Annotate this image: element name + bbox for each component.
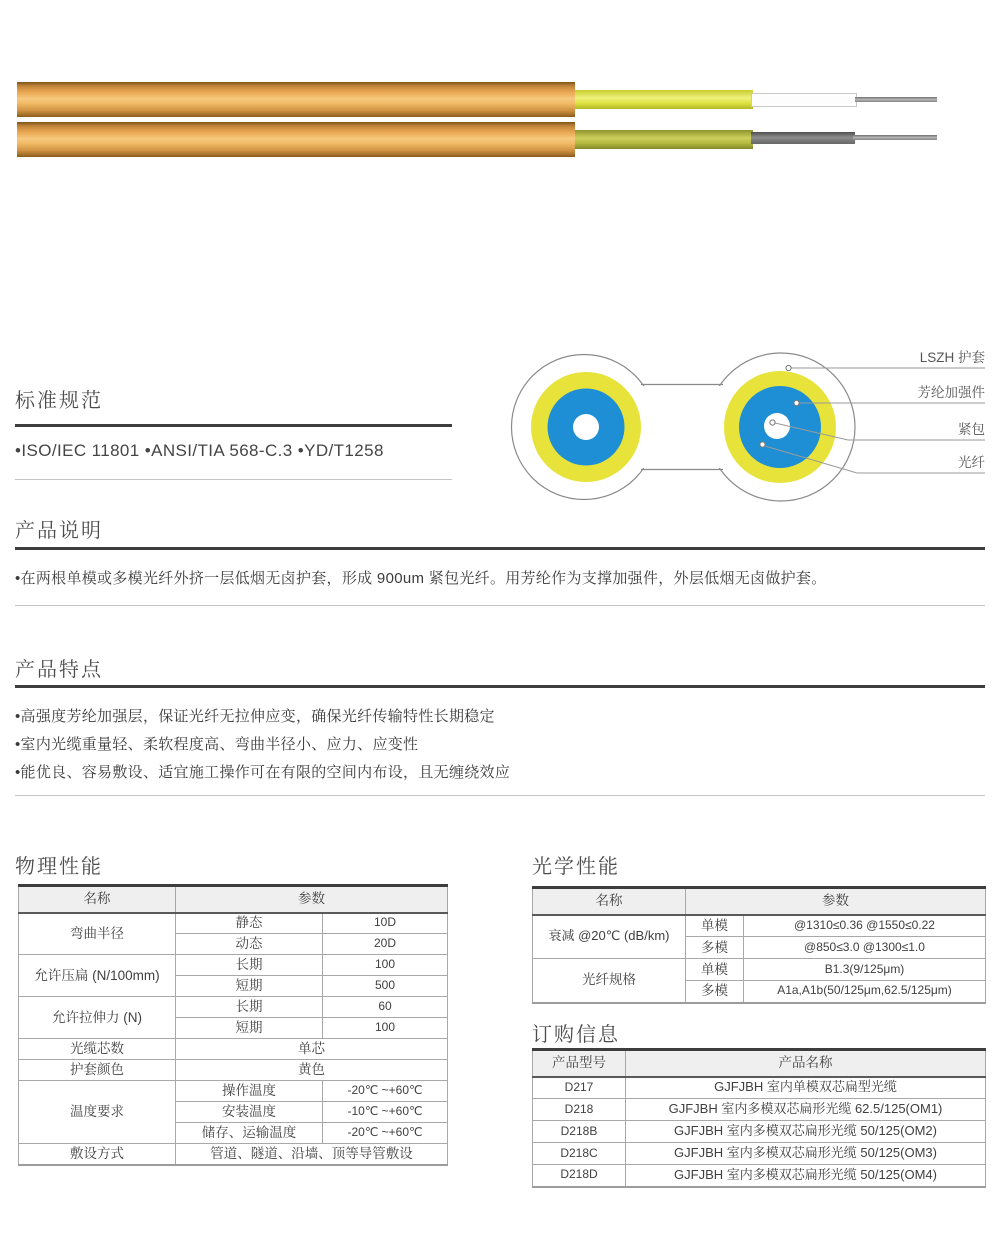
ordering-table bbox=[532, 1048, 986, 1188]
sub-label: 短期 bbox=[176, 976, 323, 997]
table-row bbox=[533, 1077, 986, 1099]
physical-table bbox=[18, 884, 448, 1166]
sub-label: 单模 bbox=[686, 959, 744, 981]
table-row bbox=[19, 1039, 448, 1060]
divider bbox=[15, 424, 452, 427]
label-lszh-jacket: LSZH 护套 bbox=[919, 350, 985, 365]
product-model: D218D bbox=[533, 1165, 626, 1187]
sub-label: 操作温度 bbox=[176, 1081, 323, 1102]
leader-marker-aramid bbox=[794, 400, 799, 405]
value: -10℃ ~+60℃ bbox=[323, 1102, 448, 1123]
table-row bbox=[533, 959, 986, 981]
leader-marker-lszh bbox=[786, 365, 791, 370]
optical-title: 光学性能 bbox=[532, 856, 620, 878]
description-title: 产品说明 bbox=[15, 520, 103, 542]
table-row bbox=[533, 1121, 986, 1143]
ordering-title: 订购信息 bbox=[532, 1024, 620, 1046]
product-model: D218 bbox=[533, 1099, 626, 1121]
label-fiber: 光纤 bbox=[958, 455, 985, 470]
label-aramid: 芳纶加强件 bbox=[917, 385, 985, 400]
product-name: GJFJBH 室内多模双芯扁形光缆 62.5/125(OM1) bbox=[626, 1099, 986, 1121]
product-name: GJFJBH 室内多模双芯扁形光缆 50/125(OM3) bbox=[626, 1143, 986, 1165]
value: @850≤3.0 @1300≤1.0 bbox=[744, 937, 986, 959]
value: 10D bbox=[323, 913, 448, 934]
sub-label: 长期 bbox=[176, 997, 323, 1018]
value: A1a,A1b(50/125μm,62.5/125μm) bbox=[744, 981, 986, 1003]
product-name: GJFJBH 室内单模双芯扁型光缆 bbox=[626, 1077, 986, 1099]
table-row bbox=[19, 1081, 448, 1102]
table-row bbox=[533, 1143, 986, 1165]
table-row bbox=[19, 1060, 448, 1081]
row-label: 护套颜色 bbox=[19, 1060, 176, 1081]
value: 黄色 bbox=[176, 1060, 448, 1081]
cable2-tight-buffer bbox=[575, 130, 753, 149]
sub-label: 储存、运输温度 bbox=[176, 1123, 323, 1144]
cable1-coating bbox=[751, 93, 857, 107]
row-label: 光纤规格 bbox=[533, 959, 686, 1003]
row-label: 敷设方式 bbox=[19, 1144, 176, 1165]
divider bbox=[15, 479, 452, 480]
col-header-name: 名称 bbox=[19, 886, 176, 913]
sub-label: 静态 bbox=[176, 913, 323, 934]
leader-marker-fiber bbox=[760, 442, 765, 447]
optical-table bbox=[532, 886, 986, 1004]
table-row bbox=[533, 1165, 986, 1187]
sub-label: 多模 bbox=[686, 937, 744, 959]
value: 单芯 bbox=[176, 1039, 448, 1060]
row-label: 光缆芯数 bbox=[19, 1039, 176, 1060]
col-header-product-name: 产品名称 bbox=[626, 1050, 986, 1077]
value: -20℃ ~+60℃ bbox=[323, 1081, 448, 1102]
value: 100 bbox=[323, 1018, 448, 1039]
table-row bbox=[19, 913, 448, 934]
table-row bbox=[533, 915, 986, 937]
cable1-bare-fiber bbox=[855, 97, 937, 102]
table-row bbox=[19, 1144, 448, 1165]
value: 500 bbox=[323, 976, 448, 997]
col-header-model: 产品型号 bbox=[533, 1050, 626, 1077]
sub-label: 短期 bbox=[176, 1018, 323, 1039]
row-label: 衰减 @20℃ (dB/km) bbox=[533, 915, 686, 959]
divider bbox=[15, 795, 985, 796]
standards-title: 标准规范 bbox=[15, 390, 103, 412]
description-text: •在两根单模或多模光纤外挤一层低烟无卤护套，形成 900um 紧包光纤。用芳纶作为支撑加强件，外层低烟无卤做护套。 bbox=[15, 570, 827, 587]
cable2-bare-fiber bbox=[853, 135, 937, 140]
sub-label: 单模 bbox=[686, 915, 744, 937]
product-name: GJFJBH 室内多模双芯扁形光缆 50/125(OM2) bbox=[626, 1121, 986, 1143]
table-header-row bbox=[533, 1050, 986, 1077]
features-title: 产品特点 bbox=[15, 659, 103, 681]
product-model: D218B bbox=[533, 1121, 626, 1143]
feature-item: •高强度芳纶加强层，保证光纤无拉伸应变，确保光纤传输特性长期稳定 bbox=[15, 708, 495, 725]
value: 60 bbox=[323, 997, 448, 1018]
cable2-coating bbox=[751, 132, 855, 144]
label-tight-buffer: 紧包 bbox=[958, 422, 985, 437]
row-label: 弯曲半径 bbox=[19, 913, 176, 955]
physical-title: 物理性能 bbox=[15, 856, 103, 878]
col-header-name: 名称 bbox=[533, 888, 686, 915]
cable2-jacket bbox=[17, 122, 575, 157]
cable1-tight-buffer bbox=[575, 90, 753, 109]
value: B1.3(9/125μm) bbox=[744, 959, 986, 981]
feature-item: •能优良、容易敷设、适宜施工操作可在有限的空间内布设，且无缠绕效应 bbox=[15, 764, 511, 781]
cable-illustration bbox=[0, 0, 1000, 170]
leader-marker-buffer bbox=[770, 420, 775, 425]
product-model: D218C bbox=[533, 1143, 626, 1165]
product-model: D217 bbox=[533, 1077, 626, 1099]
value: @1310≤0.36 @1550≤0.22 bbox=[744, 915, 986, 937]
sub-label: 安装温度 bbox=[176, 1102, 323, 1123]
features-list bbox=[15, 703, 985, 787]
row-label: 允许压扁 (N/100mm) bbox=[19, 955, 176, 997]
feature-item: •室内光缆重量轻、柔软程度高、弯曲半径小、应力、应变性 bbox=[15, 736, 419, 753]
table-header-row bbox=[19, 886, 448, 913]
value: 20D bbox=[323, 934, 448, 955]
cross-section-diagram bbox=[500, 342, 990, 510]
product-name: GJFJBH 室内多模双芯扁形光缆 50/125(OM4) bbox=[626, 1165, 986, 1187]
divider bbox=[15, 547, 985, 550]
table-row bbox=[19, 997, 448, 1018]
value: 100 bbox=[323, 955, 448, 976]
cable1-jacket bbox=[17, 82, 575, 117]
table-row bbox=[19, 955, 448, 976]
col-header-param: 参数 bbox=[176, 886, 448, 913]
standards-list: •ISO/IEC 11801 •ANSI/TIA 568-C.3 •YD/T1258 bbox=[15, 441, 384, 460]
sub-label: 多模 bbox=[686, 981, 744, 1003]
sub-label: 动态 bbox=[176, 934, 323, 955]
row-label: 允许拉伸力 (N) bbox=[19, 997, 176, 1039]
value: 管道、隧道、沿墙、顶等导管敷设 bbox=[176, 1144, 448, 1165]
table-row bbox=[533, 1099, 986, 1121]
row-label: 温度要求 bbox=[19, 1081, 176, 1144]
divider bbox=[15, 605, 985, 606]
fiber-left bbox=[573, 414, 599, 440]
table-header-row bbox=[533, 888, 986, 915]
col-header-param: 参数 bbox=[686, 888, 986, 915]
divider bbox=[15, 685, 985, 688]
value: -20℃ ~+60℃ bbox=[323, 1123, 448, 1144]
sub-label: 长期 bbox=[176, 955, 323, 976]
